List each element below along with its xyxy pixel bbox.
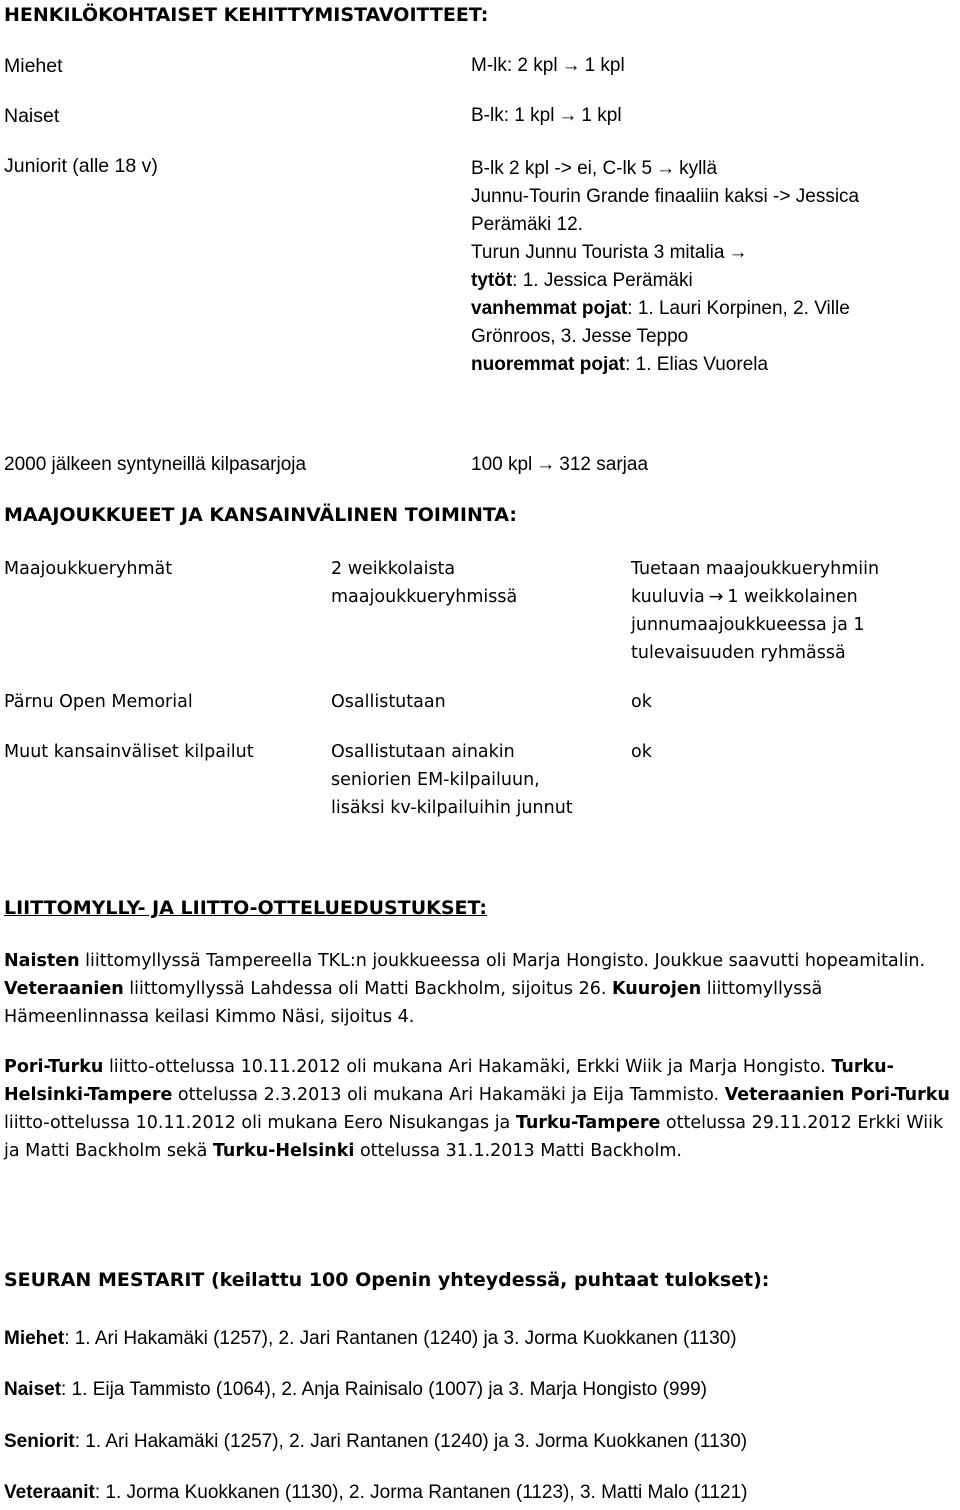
other-intl-plan: Osallistutaan ainakin seniorien EM-kilpailuun, lisäksi kv-kilpailuihin junnut <box>331 742 573 818</box>
arrow-right-icon: → <box>708 587 724 607</box>
champions-seniors: Seniorit: 1. Ari Hakamäki (1257), 2. Jari Rantanen (1240) ja 3. Jorma Kuokkanen (1130) <box>4 1431 748 1452</box>
juniors-line-2: Junnu-Tourin Grande finaaliin kaksi -> Jessica <box>471 186 860 207</box>
men-label: Miehet <box>4 55 63 77</box>
other-intl-label: Muut kansainväliset kilpailut <box>4 742 254 762</box>
juniors-label: Juniorit (alle 18 v) <box>4 155 158 177</box>
league-paragraph-1: Naisten liittomyllyssä Tampereella TKL:n joukkueessa oli Marja Hongisto. Joukkue saavutti hopeamitalin. Veteraanien liittomyllyssä Lahdessa oli Matti Backholm, sijoitus 26. Kuurojen liittomyllyssä Hämeenlinnassa keilasi Kimmo Näsi, sijoitus 4. <box>4 951 926 1027</box>
other-intl-status: ok <box>631 742 652 762</box>
arrow-right-icon: → <box>536 454 556 475</box>
men-target: M-lk: 2 kpl → 1 kpl <box>471 52 625 80</box>
arrow-right-icon: → <box>561 55 581 76</box>
arrow-right-icon: → <box>728 242 748 263</box>
section-heading-league-matches: LIITTOMYLLY- JA LIITTO-OTTELUEDUSTUKSET: <box>4 897 488 919</box>
champions-women: Naiset: 1. Eija Tammisto (1064), 2. Anja Rainisalo (1007) ja 3. Marja Hongisto (999) <box>4 1379 707 1400</box>
section-heading-club-champions: SEURAN MESTARIT (keilattu 100 Openin yhteydessä, puhtaat tulokset): <box>4 1269 770 1291</box>
older-boys-result-cont: Grönroos, 3. Jesse Teppo <box>471 326 689 347</box>
juniors-line-1: B-lk 2 kpl -> ei, C-lk 5 → kyllä <box>471 155 859 183</box>
series-label: 2000 jälkeen syntyneillä kilpasarjoja <box>4 454 307 475</box>
parnu-open-label: Pärnu Open Memorial <box>4 692 193 712</box>
section-heading-national-teams: MAAJOUKKUEET JA KANSAINVÄLINEN TOIMINTA: <box>4 504 518 526</box>
juniors-line-3: Perämäki 12. <box>471 214 583 235</box>
champions-veterans: Veteraanit: 1. Jorma Kuokkanen (1130), 2. Jorma Rantanen (1123), 3. Matti Malo (1121) <box>4 1482 748 1503</box>
league-paragraph-2: Pori-Turku liitto-ottelussa 10.11.2012 oli mukana Ari Hakamäki, Erkki Wiik ja Marja Hongisto. Turku-Helsinki-Tampere ottelussa 2.3.2013 oli mukana Ari Hakamäki ja Eija Tammisto. Veteraanien Pori-Turku liitto-ottelussa 10.11.2012 oli mukana Eero Nisukangas ja Turku-Tampere ottelussa 29.11.2012 Erkki Wiik ja Matti Backholm sekä Turku-Helsinki ottelussa 31.1.2013 Matti Backholm. <box>4 1057 950 1161</box>
girls-result: tytöt: 1. Jessica Perämäki <box>471 270 693 291</box>
champions-men: Miehet: 1. Ari Hakamäki (1257), 2. Jari Rantanen (1240) ja 3. Jorma Kuokkanen (1130) <box>4 1328 737 1349</box>
parnu-open-plan: Osallistutaan <box>331 692 446 712</box>
women-target: B-lk: 1 kpl → 1 kpl <box>471 102 622 130</box>
national-groups-support: Tuetaan maajoukkueryhmiin kuuluvia → 1 weikkolainen junnumaajoukkueessa ja 1 tulevaisuuden ryhmässä <box>631 559 880 663</box>
national-groups-label: Maajoukkueryhmät <box>4 559 173 579</box>
parnu-open-status: ok <box>631 692 652 712</box>
younger-boys-result: nuoremmat pojat: 1. Elias Vuorela <box>471 354 769 375</box>
arrow-right-icon: → <box>656 158 676 179</box>
series-target: 100 kpl → 312 sarjaa <box>471 451 648 479</box>
section-heading-personal-goals: HENKILÖKOHTAISET KEHITTYMISTAVOITTEET: <box>4 4 489 26</box>
women-label: Naiset <box>4 105 60 127</box>
older-boys-result: vanhemmat pojat: 1. Lauri Korpinen, 2. Ville <box>471 298 850 319</box>
arrow-right-icon: → <box>558 105 578 126</box>
juniors-target-block <box>471 155 859 379</box>
juniors-line-4: Turun Junnu Tourista 3 mitalia → <box>471 239 859 267</box>
national-groups-count: 2 weikkolaista maajoukkueryhmissä <box>331 559 518 607</box>
